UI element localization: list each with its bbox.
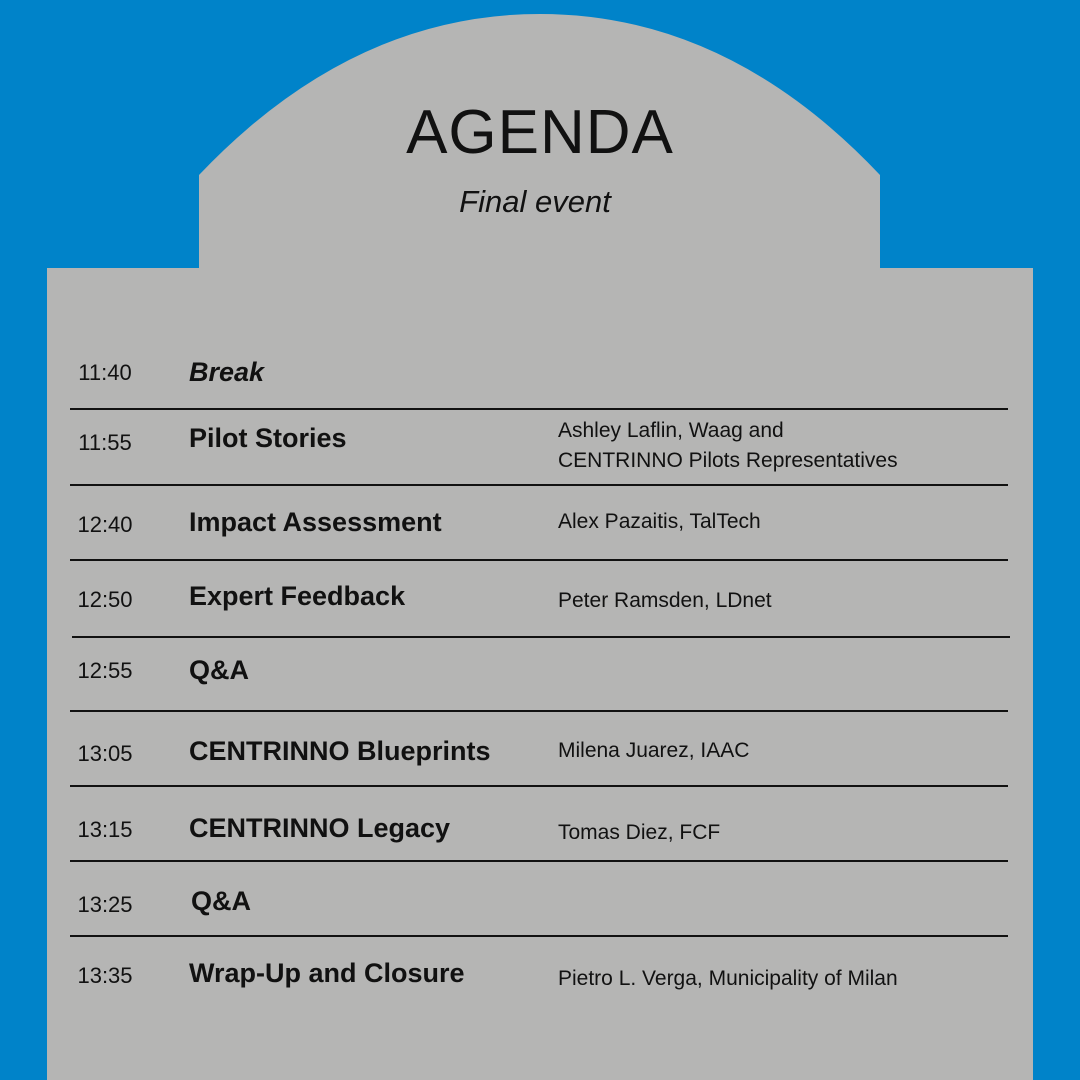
agenda-session-title: Impact Assessment bbox=[189, 507, 442, 537]
agenda-time: 13:25 bbox=[77, 892, 133, 917]
agenda-divider bbox=[70, 559, 1008, 561]
agenda-speaker: Alex Pazaitis, TalTech bbox=[558, 510, 761, 533]
agenda-time: 12:50 bbox=[77, 587, 133, 612]
agenda-divider bbox=[72, 636, 1010, 638]
agenda-divider bbox=[70, 710, 1008, 712]
agenda-speaker: Peter Ramsden, LDnet bbox=[558, 589, 772, 612]
agenda-divider bbox=[70, 860, 1008, 862]
agenda-session-title: Break bbox=[189, 357, 265, 387]
agenda-speaker: Milena Juarez, IAAC bbox=[558, 739, 750, 762]
page-subtitle: Final event bbox=[459, 184, 611, 219]
agenda-speaker: Tomas Diez, FCF bbox=[558, 821, 721, 844]
agenda-time: 13:35 bbox=[77, 963, 133, 988]
agenda-session-title: Q&A bbox=[189, 655, 249, 685]
agenda-divider bbox=[70, 408, 1008, 410]
page-title: AGENDA bbox=[406, 98, 674, 167]
agenda-divider bbox=[70, 935, 1008, 937]
agenda-time: 11:40 bbox=[78, 360, 132, 385]
agenda-divider bbox=[70, 484, 1008, 486]
agenda-speaker: Ashley Laflin, Waag and CENTRINNO Pilots Representatives bbox=[558, 419, 898, 472]
agenda-time: 13:15 bbox=[77, 817, 133, 842]
agenda-divider bbox=[70, 785, 1008, 787]
agenda-time: 12:55 bbox=[77, 658, 133, 683]
agenda-session-title: CENTRINNO Legacy bbox=[189, 813, 451, 843]
agenda-session-title: Pilot Stories bbox=[189, 423, 347, 453]
agenda-time: 12:40 bbox=[77, 512, 133, 537]
agenda-session-title: CENTRINNO Blueprints bbox=[189, 736, 491, 766]
agenda-time: 11:55 bbox=[78, 430, 132, 455]
agenda-time: 13:05 bbox=[77, 741, 133, 766]
agenda-session-title: Q&A bbox=[191, 886, 251, 916]
agenda-session-title: Wrap-Up and Closure bbox=[189, 958, 465, 988]
agenda-session-title: Expert Feedback bbox=[189, 581, 406, 611]
agenda-speaker: Pietro L. Verga, Municipality of Milan bbox=[558, 967, 898, 990]
